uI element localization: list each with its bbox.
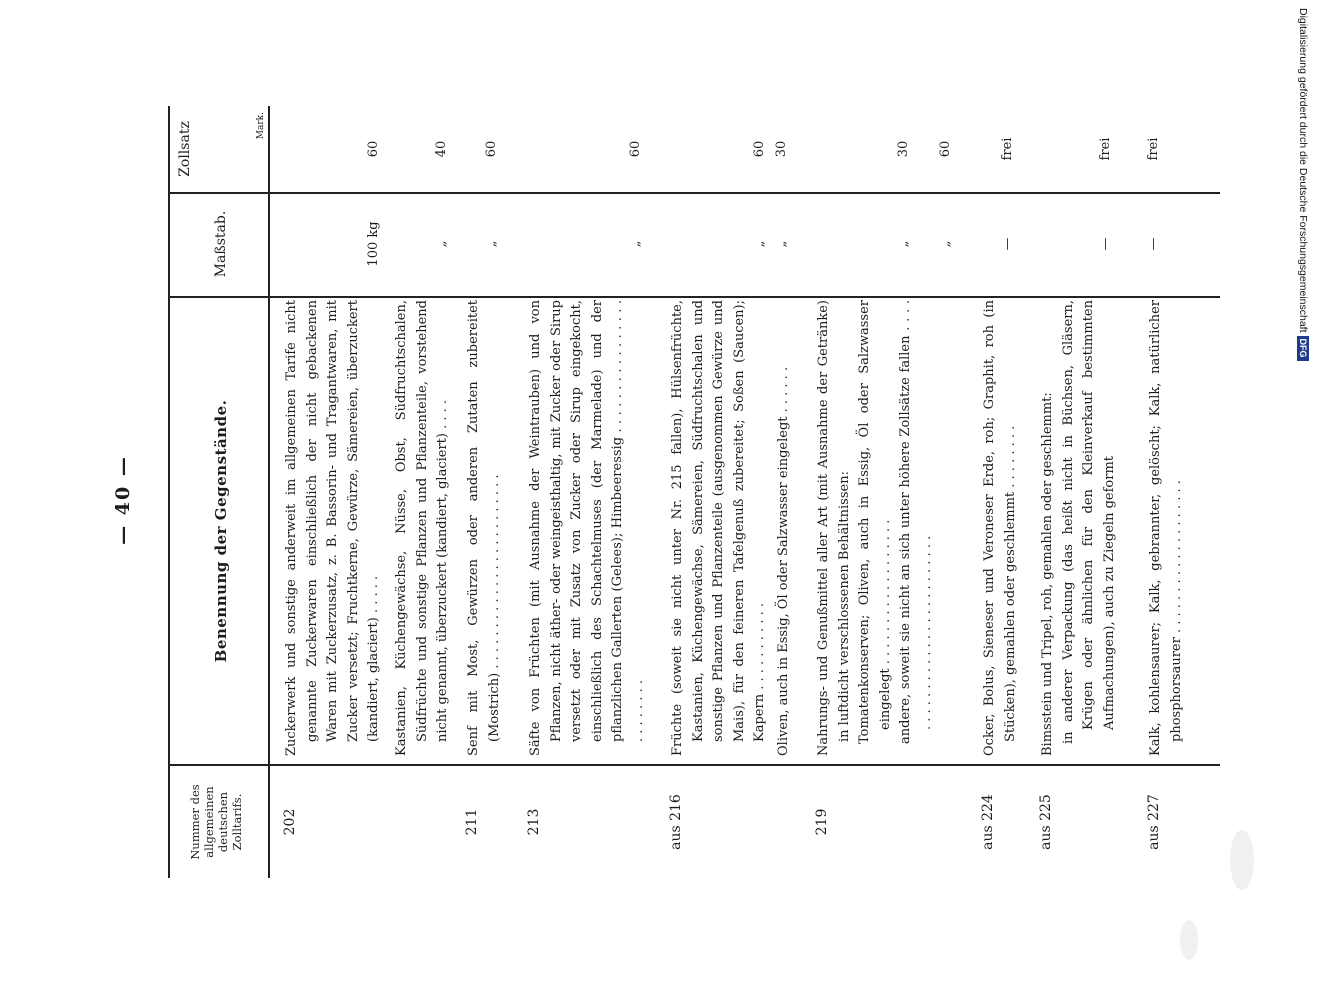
row-duty: 60 (484, 140, 499, 158)
sub-item-text: Tomatenkonserven; Oliven, auch in Essig, Öl oder Salzwasser eingelegt . . . . . . . . . . . . . . . . . . (857, 300, 893, 744)
header-duty: Zollsatz (177, 121, 193, 177)
row-description (282, 300, 385, 756)
row-duty: frei (1146, 137, 1161, 161)
row-description (464, 300, 505, 756)
row-measure: „ (484, 240, 499, 248)
row-description (668, 300, 771, 756)
row-duty: 60 (628, 140, 643, 158)
row-description (814, 300, 937, 756)
row-measure: „ (628, 240, 643, 248)
row-measure: — (1000, 237, 1015, 251)
sub-item-text: in anderer Verpackung (das heißt nicht in Büchsen, Gläsern, Krügen oder ähnlichen für den Kleinverkauf bestimmten Aufmachungen), auch zu Ziegeln geformt (1060, 300, 1117, 744)
row-duty: 60 (938, 140, 953, 158)
row-number: 213 (526, 808, 542, 836)
scan-smudge (1180, 920, 1198, 960)
row-description (392, 300, 454, 756)
row-duty: 40 (434, 140, 449, 158)
row-duty: 60 (752, 140, 767, 158)
row-duty: 30 (774, 140, 789, 158)
row-duty: 60 (366, 140, 381, 158)
row-measure: „ (434, 240, 449, 248)
description-text: Nahrungs- und Genußmittel aller Art (mit Ausnahme der Getränke) in luftdicht verschlossenen Behältnissen: (816, 300, 852, 756)
row-measure: — (1146, 237, 1161, 251)
dfg-logo: DFG (1297, 336, 1309, 361)
description-text: Säfte von Früchten (mit Ausnahme der Weintrauben) und von Pflanzen, nicht äther- oder weingeisthaltig, mit Zucker oder Sirup versetzt oder mit Zusatz von Zucker oder Sirup eingekocht, einschließlich des Schachtelmuses (der Marmelade) und der pflanzlichen Gallerten (Gelees); Himbeeressig . . . . . . . . . . . . . . . . . . . . . . . . (528, 300, 646, 756)
description-text: Bimsstein und Tripel, roh, gemahlen oder geschlemmt: (1040, 392, 1055, 756)
row-number: 219 (814, 808, 830, 836)
row-measure: „ (774, 240, 789, 248)
scan-smudge (1230, 830, 1254, 890)
row-measure: „ (938, 240, 953, 248)
digitization-credit (1294, 8, 1324, 992)
header-bottom-rule (268, 106, 270, 878)
header-duty-unit: Mark. (256, 112, 266, 140)
credit-text: Digitalisierung gefördert durch die Deutsche Forschungsgemeinschaft (1297, 8, 1309, 333)
row-measure: „ (896, 240, 911, 248)
row-description (774, 300, 795, 756)
tariff-table (168, 106, 1220, 878)
row-duty: 30 (896, 140, 911, 158)
row-description (526, 300, 649, 756)
description-text: Kastanien, Küchengewächse, Nüsse, Obst, Südfruchtschalen, Südfrüchte und sonstige Pflanzen und Pflanzenteile, vorstehend nicht genannt, überzuckert (kandiert, glaciert) . . . . (394, 300, 450, 756)
description-text: Ocker, Bolus, Sieneser und Veroneser Erde, roh; Graphit, roh (in Stücken), gemahlen oder geschlemmt . . . . . . . . (982, 300, 1018, 756)
column-divider-number (168, 764, 1220, 766)
column-divider-description (168, 296, 1220, 298)
row-number: 211 (464, 808, 480, 836)
row-number: aus 216 (668, 794, 684, 850)
row-number: aus 225 (1038, 794, 1054, 850)
sub-item-text: andere, soweit sie nicht an sich unter höhere Zollsätze fallen . . . . . . . . . . . . . . . . . . . . . . . . . . . . (898, 300, 934, 744)
description-text: Früchte (soweit sie nicht unter Nr. 215 fallen), Hülsenfrüchte, Kastanien, Küchengewächse, Sämereien, Südfruchtschalen und sonstige Pflanzen und Pflanzenteile (ausgenommen Gewürze und Mais), für den feineren Tafelgenuß zubereitet; Soßen (Saucen); Kapern . . . . . . . . . . . (670, 300, 767, 756)
description-text: Oliven, auch in Essig, Öl oder Salzwasser eingelegt . . . . . . (776, 366, 791, 756)
row-number: aus 227 (1146, 794, 1162, 850)
description-text: Senf mit Most, Gewürzen oder anderen Zutaten zubereitet (Mostrich) . . . . . . . . . . . . . . . . . . . . . . . . (466, 300, 502, 756)
page-number: — 40 — (112, 455, 134, 545)
row-number: 202 (282, 808, 298, 836)
row-measure: 100 kg (366, 221, 381, 267)
row-description (1038, 300, 1120, 756)
row-number: aus 224 (980, 794, 996, 850)
header-measure: Maßstab. (213, 210, 229, 278)
header-description: Benennung der Gegenstände. (212, 399, 230, 663)
row-measure: — (1098, 237, 1113, 251)
row-duty: frei (1098, 137, 1113, 161)
row-description (980, 300, 1021, 756)
column-divider-measure (168, 192, 1220, 194)
row-description (1146, 300, 1187, 756)
row-measure: „ (752, 240, 767, 248)
row-duty: frei (1000, 137, 1015, 161)
description-text: Zuckerwerk und sonstige anderweit im allgemeinen Tarife nicht genannte Zuckerwaren einschließlich der nicht gebackenen Waren mit Zuckerzusatz, z. B. Bassorin- und Tragantwaren, mit Zucker versetzt; Fruchtkerne, Gewürze, Sämereien, überzuckert (kandiert, glaciert) . . . . . (284, 300, 381, 756)
description-text: Kalk, kohlensaurer; Kalk, gebrannter, gelöscht; Kalk, natürlicher phosphorsaurer . . . . . . . . . . . . . . . . . . . (1148, 300, 1184, 756)
header-number: Nummer des allgemeinen deutschen Zolltarifs. (188, 784, 244, 860)
